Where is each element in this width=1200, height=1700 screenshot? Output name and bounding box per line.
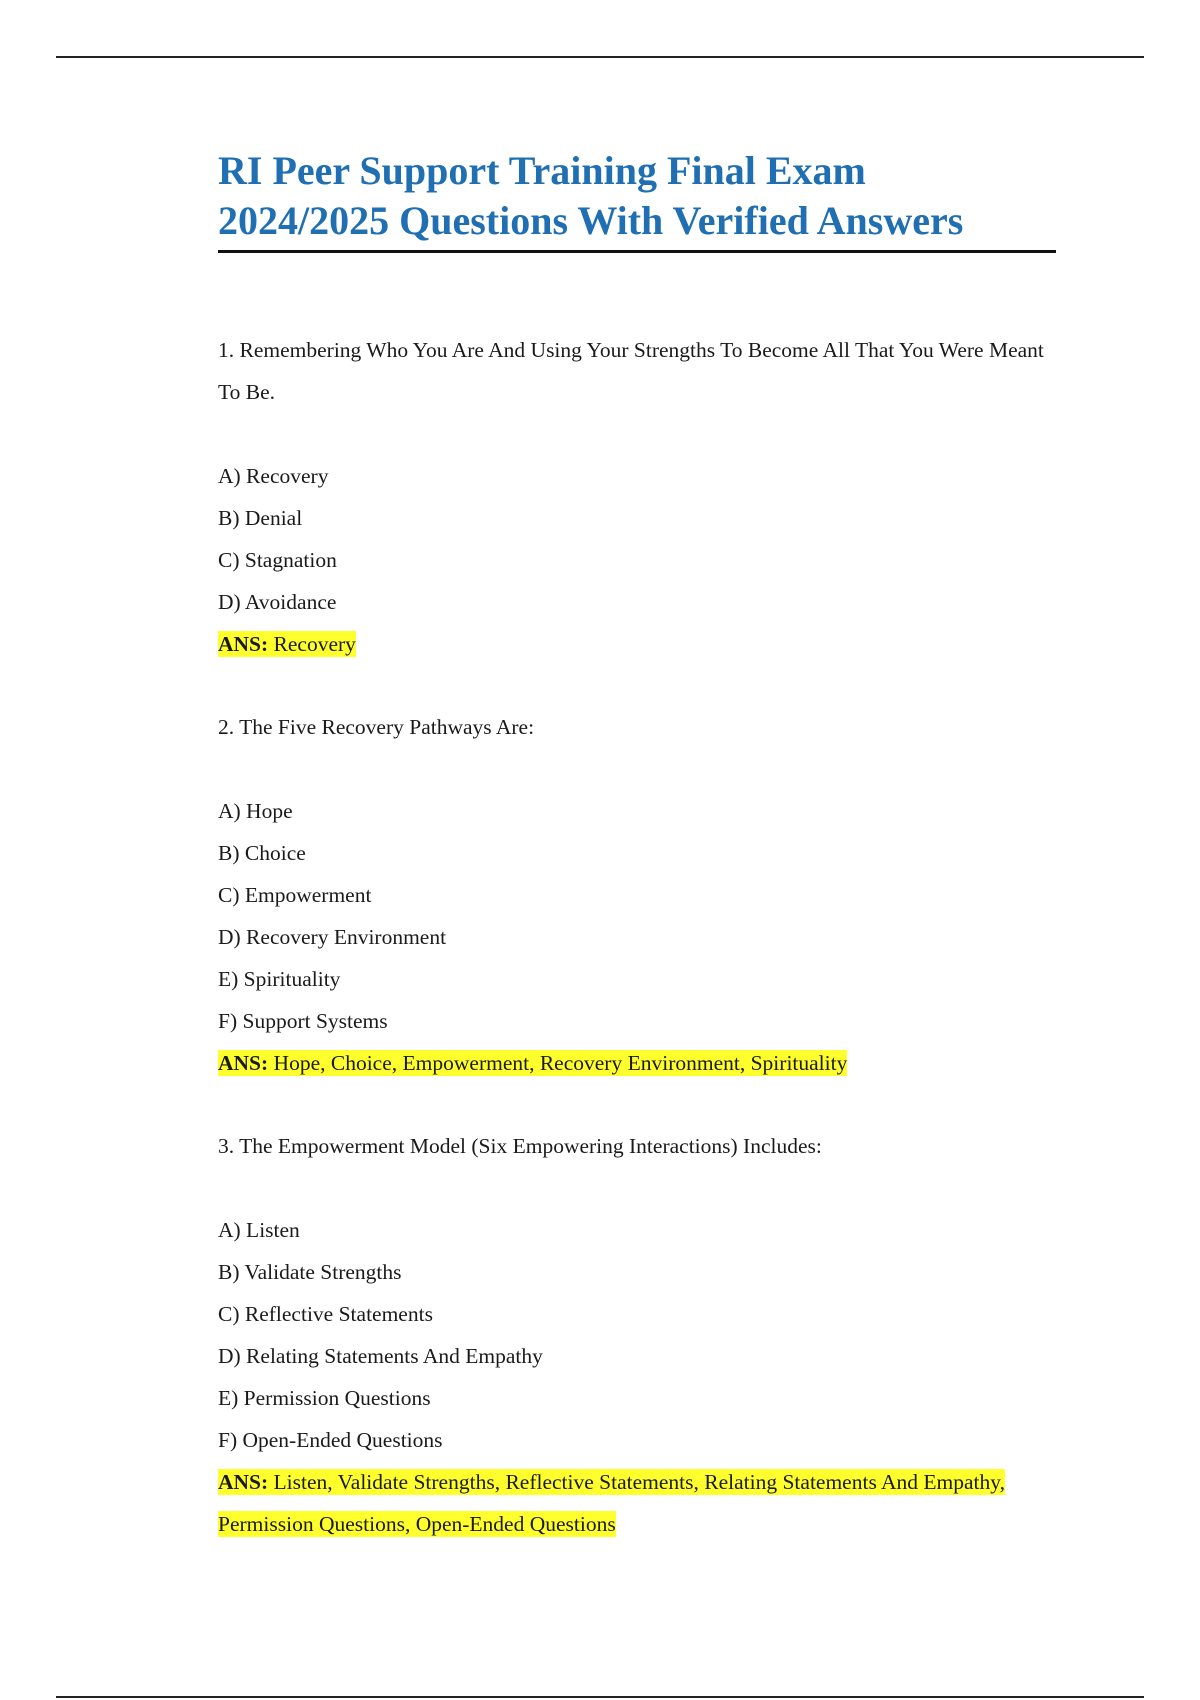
answer-line (218, 1461, 1068, 1545)
answer-line (218, 1042, 1068, 1084)
option-item: D) Relating Statements And Empathy (218, 1344, 543, 1368)
answer-label: ANS: (218, 1470, 269, 1494)
option-item: C) Empowerment (218, 883, 372, 907)
option-item: B) Denial (218, 506, 303, 530)
title-line-1: RI Peer Support Training Final Exam (218, 148, 866, 193)
option-list (218, 455, 1068, 623)
question-2 (218, 706, 1068, 1084)
answer-text: Listen, Validate Strengths, Reflective Statements, Relating Statements And Empathy, Permission Questions, Open-Ended Questions (218, 1470, 1006, 1536)
option-item: D) Recovery Environment (218, 925, 447, 949)
option-item: F) Open-Ended Questions (218, 1428, 443, 1452)
question-text: 1. Remembering Who You Are And Using Your Strengths To Become All That You Were Meant To Be. (218, 338, 1044, 404)
option-item: D) Avoidance (218, 590, 337, 614)
option-item: A) Hope (218, 799, 293, 823)
answer-label: ANS: (218, 1051, 269, 1075)
option-list (218, 1209, 1068, 1461)
question-1 (218, 329, 1068, 665)
option-item: A) Listen (218, 1218, 300, 1242)
option-item: E) Permission Questions (218, 1386, 431, 1410)
option-item: E) Spirituality (218, 967, 341, 991)
top-rule (56, 56, 1144, 58)
option-item: F) Support Systems (218, 1009, 388, 1033)
answer-text: Hope, Choice, Empowerment, Recovery Environment, Spirituality (273, 1051, 848, 1075)
question-3 (218, 1125, 1068, 1545)
question-text: 2. The Five Recovery Pathways Are: (218, 715, 535, 739)
option-item: B) Choice (218, 841, 306, 865)
answer-label: ANS: (218, 632, 269, 656)
option-item: C) Stagnation (218, 548, 337, 572)
document-title (218, 146, 1056, 253)
option-item: B) Validate Strengths (218, 1260, 402, 1284)
option-item: C) Reflective Statements (218, 1302, 433, 1326)
option-list (218, 790, 1068, 1042)
title-line-2: 2024/2025 Questions With Verified Answers (218, 198, 964, 243)
document-body (218, 146, 1068, 1545)
bottom-rule (56, 1696, 1144, 1698)
answer-text: Recovery (273, 632, 356, 656)
answer-line (218, 623, 1068, 665)
question-text: 3. The Empowerment Model (Six Empowering Interactions) Includes: (218, 1134, 822, 1158)
option-item: A) Recovery (218, 464, 329, 488)
